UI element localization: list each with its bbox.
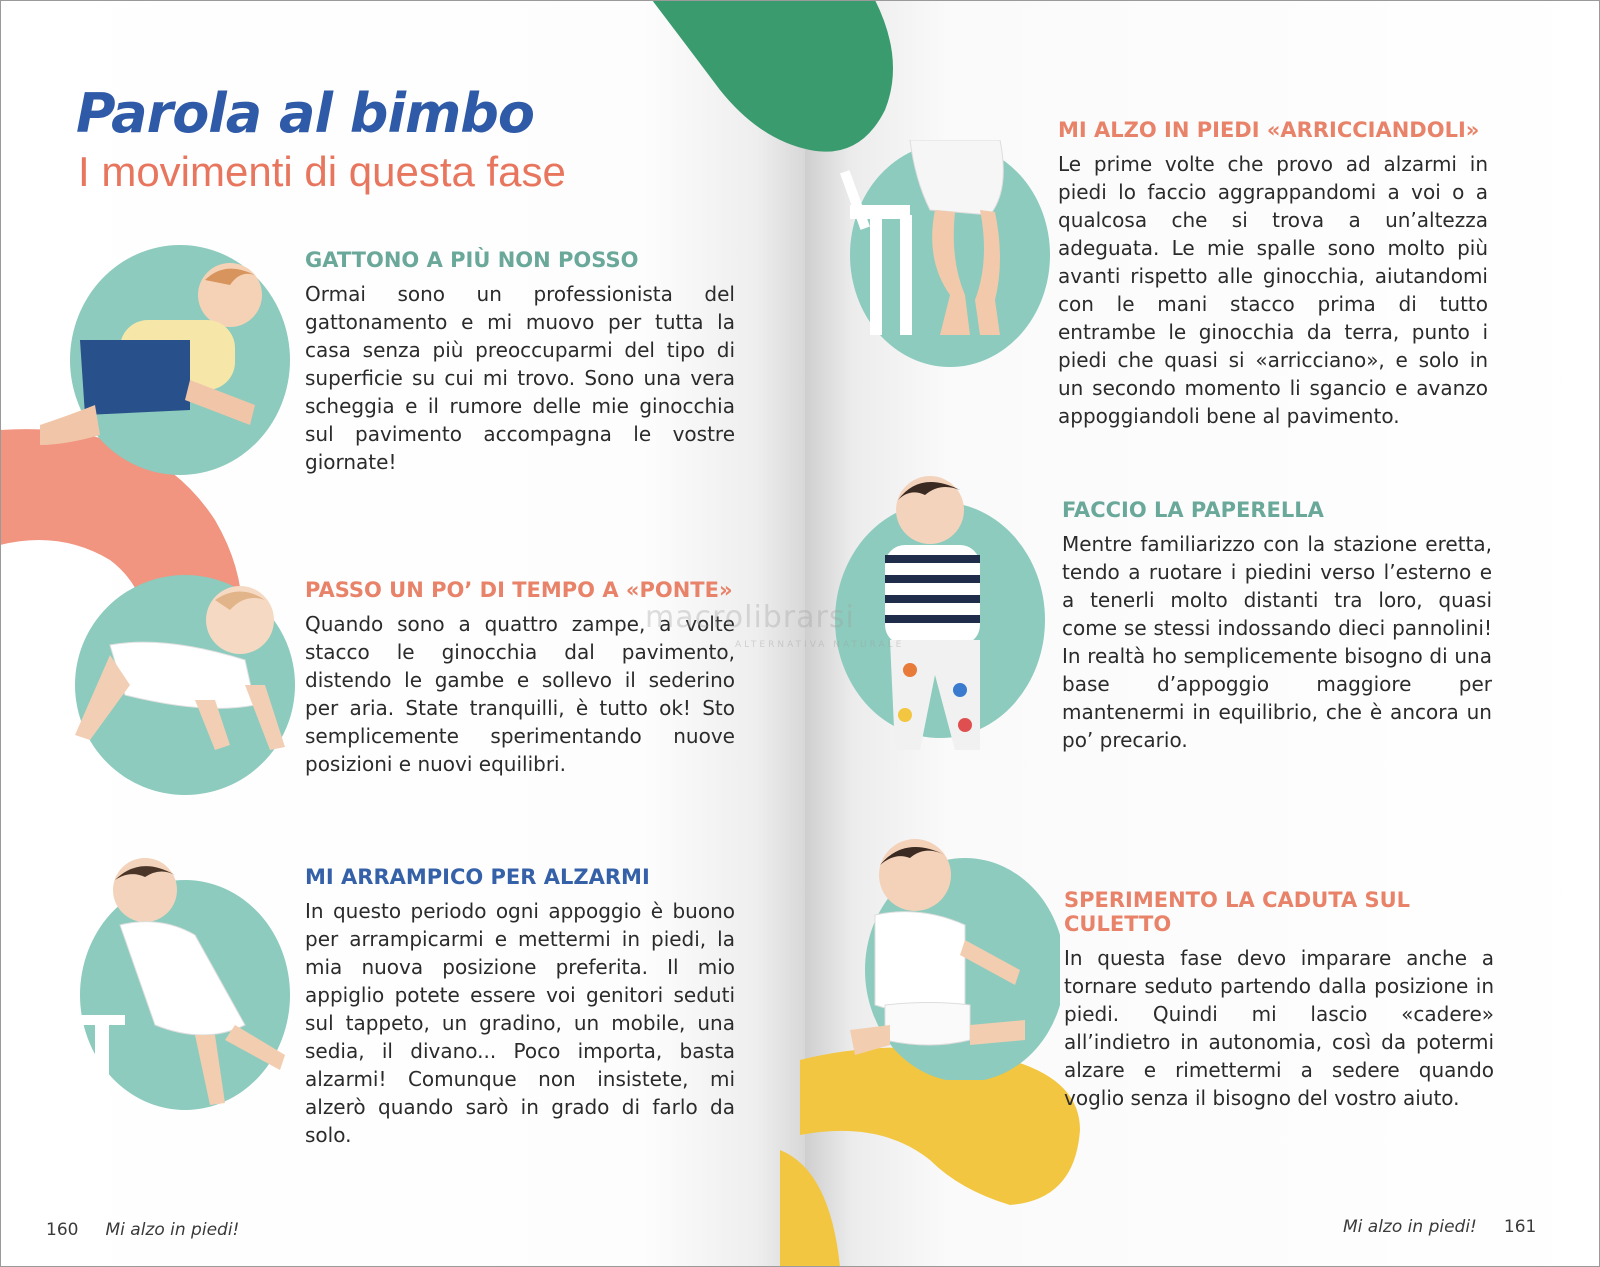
section-body: In questo periodo ogni appoggio è buono per arrampicarmi e mettermi in piedi, la mia nuova posizione preferita. Il mio appiglio potete essere voi genitori seduti sul tappeto, un gradino, un mobile, una sedia, il divano... Poco importa, basta alzarmi! Comunque non insistete, mi alzerò quando sarò in grado di farlo da solo. xyxy=(305,899,735,1147)
watermark-brand: macrolibrarsi xyxy=(645,600,855,635)
page-number: 160 xyxy=(46,1220,79,1240)
running-title: Mi alzo in piedi! xyxy=(105,1220,240,1240)
section-arrampico xyxy=(305,865,735,1149)
page-subtitle: I movimenti di questa fase xyxy=(78,148,566,195)
section-paperella xyxy=(1062,498,1492,754)
baby-climbing-icon xyxy=(75,855,295,1125)
section-body: Mentre familiarizzo con la stazione eretta, tendo a ruotare i piedini verso l’esterno e a tenerli molto distanti tra loro, quasi come se stessi indossando dieci pannolini! In realtà ho semplicemente bisogno di una base d’appoggio maggiore per mantenermi in equilibrio, che è ancora un po’ precario. xyxy=(1062,532,1492,752)
baby-crawling-icon xyxy=(40,240,300,480)
baby-sitting-icon xyxy=(830,830,1060,1080)
running-title: Mi alzo in piedi! xyxy=(1343,1217,1477,1237)
baby-bridge-pose-icon xyxy=(55,575,305,805)
page-title: Parola al bimbo xyxy=(76,82,534,145)
yellow-lower-shape xyxy=(780,1150,840,1267)
section-arricciandoli xyxy=(1058,118,1488,430)
section-heading: FACCIO LA PAPERELLA xyxy=(1062,498,1324,522)
footer-right xyxy=(1343,1217,1536,1237)
section-gattono xyxy=(305,248,735,476)
green-top-shape xyxy=(652,0,893,152)
section-heading: PASSO UN PO’ DI TEMPO A «PONTE» xyxy=(305,578,733,602)
section-body: Le prime volte che provo ad alzarmi in piedi lo faccio aggrappandomi a voi o a qualcosa che si trova a un’altezza adeguata. Le mie spalle sono molto più avanti rispetto alle ginocchia, aiutandomi con le mani stacco prima di tutto entrambe le ginocchia da terra, punto i piedi che quasi si «arricciano», e solo in un secondo momento li sgancio e avanzo appoggiandoli bene al pavimento. xyxy=(1058,152,1488,428)
baby-standing-chair-icon xyxy=(830,140,1050,375)
baby-standing-icon xyxy=(830,460,1045,780)
page-number: 161 xyxy=(1503,1217,1537,1237)
section-body: Quando sono a quattro zampe, a volte stacco le ginocchia dal pavimento, distendo le gambe e sollevo il sederino per aria. State tranquilli, è tutto ok! Sto semplicemente sperimentando nuove posizioni e nuovi equilibri. xyxy=(305,612,735,776)
section-culetto xyxy=(1064,888,1494,1112)
section-heading: MI ALZO IN PIEDI «ARRICCIANDOLI» xyxy=(1058,118,1480,142)
footer-left xyxy=(46,1220,239,1240)
section-body: In questa fase devo imparare anche a tornare seduto partendo dalla posizione in piedi. Quindi mi lascio «cadere» all’indietro in autonomia, così da potermi alzare e rimettermi a sedere quando voglio senza il bisogno del vostro aiuto. xyxy=(1064,946,1494,1110)
watermark-tagline: ALTERNATIVA NATURALE xyxy=(735,640,905,650)
section-heading: GATTONO A PIÙ NON POSSO xyxy=(305,248,639,272)
section-heading: SPERIMENTO LA CADUTA SUL CULETTO xyxy=(1064,888,1411,936)
section-heading: MI ARRAMPICO PER ALZARMI xyxy=(305,865,650,889)
section-body: Ormai sono un professionista del gattonamento e mi muovo per tutta la casa senza più preoccuparmi del tipo di superficie su cui mi trovo. Sono una vera scheggia e il rumore delle mie ginocchia sul pavimento accompagna le vostre giornate! xyxy=(305,282,735,474)
